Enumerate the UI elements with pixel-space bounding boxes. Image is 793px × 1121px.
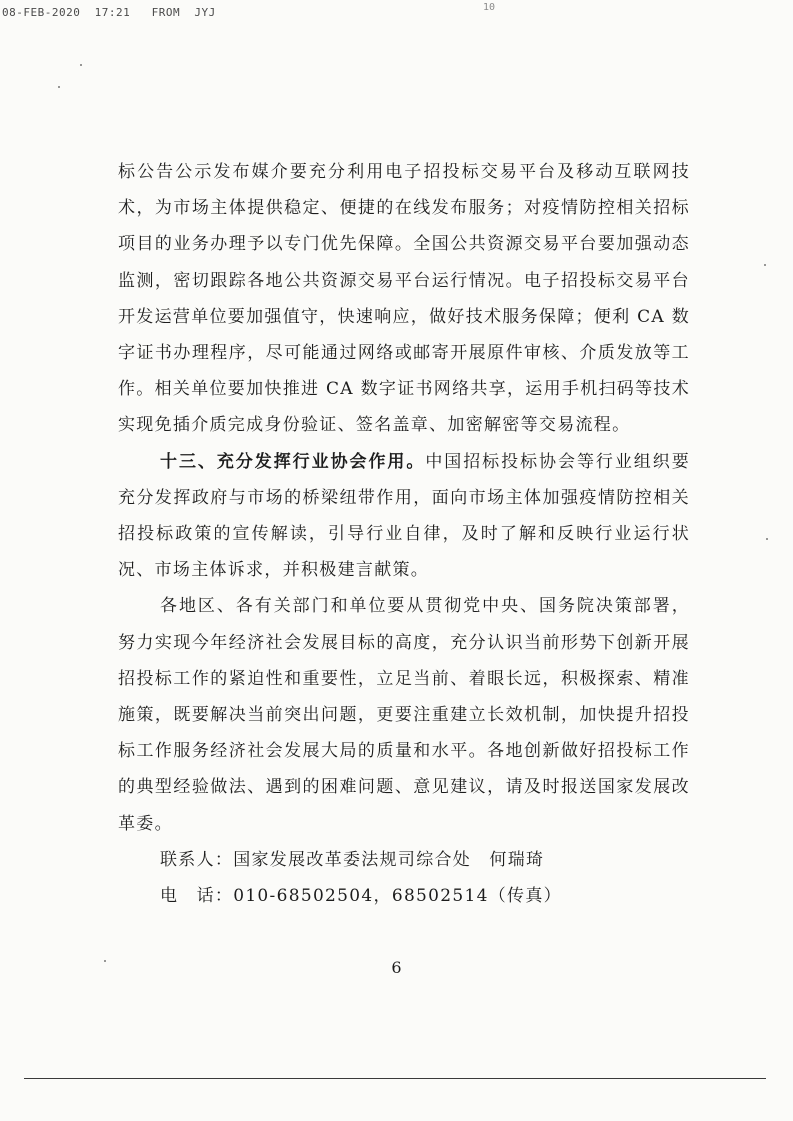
fax-date: 08-FEB-2020: [2, 6, 81, 19]
contact-label: 联系人：: [160, 849, 234, 870]
phone-line: [118, 878, 690, 914]
paragraph-continuation: 标公告公示发布媒介要充分利用电子招投标交易平台及移动互联网技术，为市场主体提供稳定、便捷的在线发布服务；对疫情防控相关招标项目的业务办理予以专门优先保障。全国公共资源交易平台要加强动态监测，密切跟踪各地公共资源交易平台运行情况。电子招投标交易平台开发运营单位要加强值守，快速响应，做好技术服务保障；便利 CA 数字证书办理程序，尽可能通过网络或邮寄开展原件审核、介质发放等工作。相关单位要加快推进 CA 数字证书网络共享，运用手机扫码等技术实现免插介质完成身份验证、签名盖章、加密解密等交易流程。: [118, 162, 690, 436]
fax-sender: JYJ: [194, 6, 216, 19]
section-13-heading: 十三、充分发挥行业协会作用。: [160, 451, 426, 472]
fax-from-label: FROM: [151, 6, 181, 19]
contact-line: [118, 842, 690, 878]
fax-time: 17:21: [94, 6, 131, 19]
contact-value: 国家发展改革委法规司综合处 何瑞琦: [233, 849, 545, 870]
scan-speck: [80, 64, 82, 66]
scan-speck: [58, 86, 60, 88]
paragraph-closing: 各地区、各有关部门和单位要从贯彻党中央、国务院决策部署，努力实现今年经济社会发展目标的高度，充分认识当前形势下创新开展招投标工作的紧迫性和重要性，立足当前、着眼长远，积极探索、精准施策，既要解决当前突出问题，更要注重建立长效机制，加快提升招投标工作服务经济社会发展大局的质量和水平。各地创新做好招投标工作的典型经验做法、遇到的困难问题、意见建议，请及时报送国家发展改革委。: [118, 596, 690, 834]
footer-divider: [24, 1078, 766, 1079]
page-number: 6: [391, 958, 402, 977]
scan-speck: [766, 538, 768, 540]
scan-speck: [764, 264, 766, 266]
phone-value: 010-68502504，68502514（传真）: [233, 886, 562, 907]
phone-label: 电 话：: [160, 886, 234, 907]
fax-header: [2, 6, 216, 19]
fax-page-mark: 10: [483, 2, 496, 13]
paragraph-section-13: [118, 444, 690, 589]
document-body: [118, 154, 690, 914]
section-13-body: 中国招标投标协会等行业组织要充分发挥政府与市场的桥梁纽带作用，面向市场主体加强疫情防控相关招投标政策的宣传解读，引导行业自律，及时了解和反映行业运行状况、市场主体诉求，并积极建言献策。: [118, 451, 690, 581]
